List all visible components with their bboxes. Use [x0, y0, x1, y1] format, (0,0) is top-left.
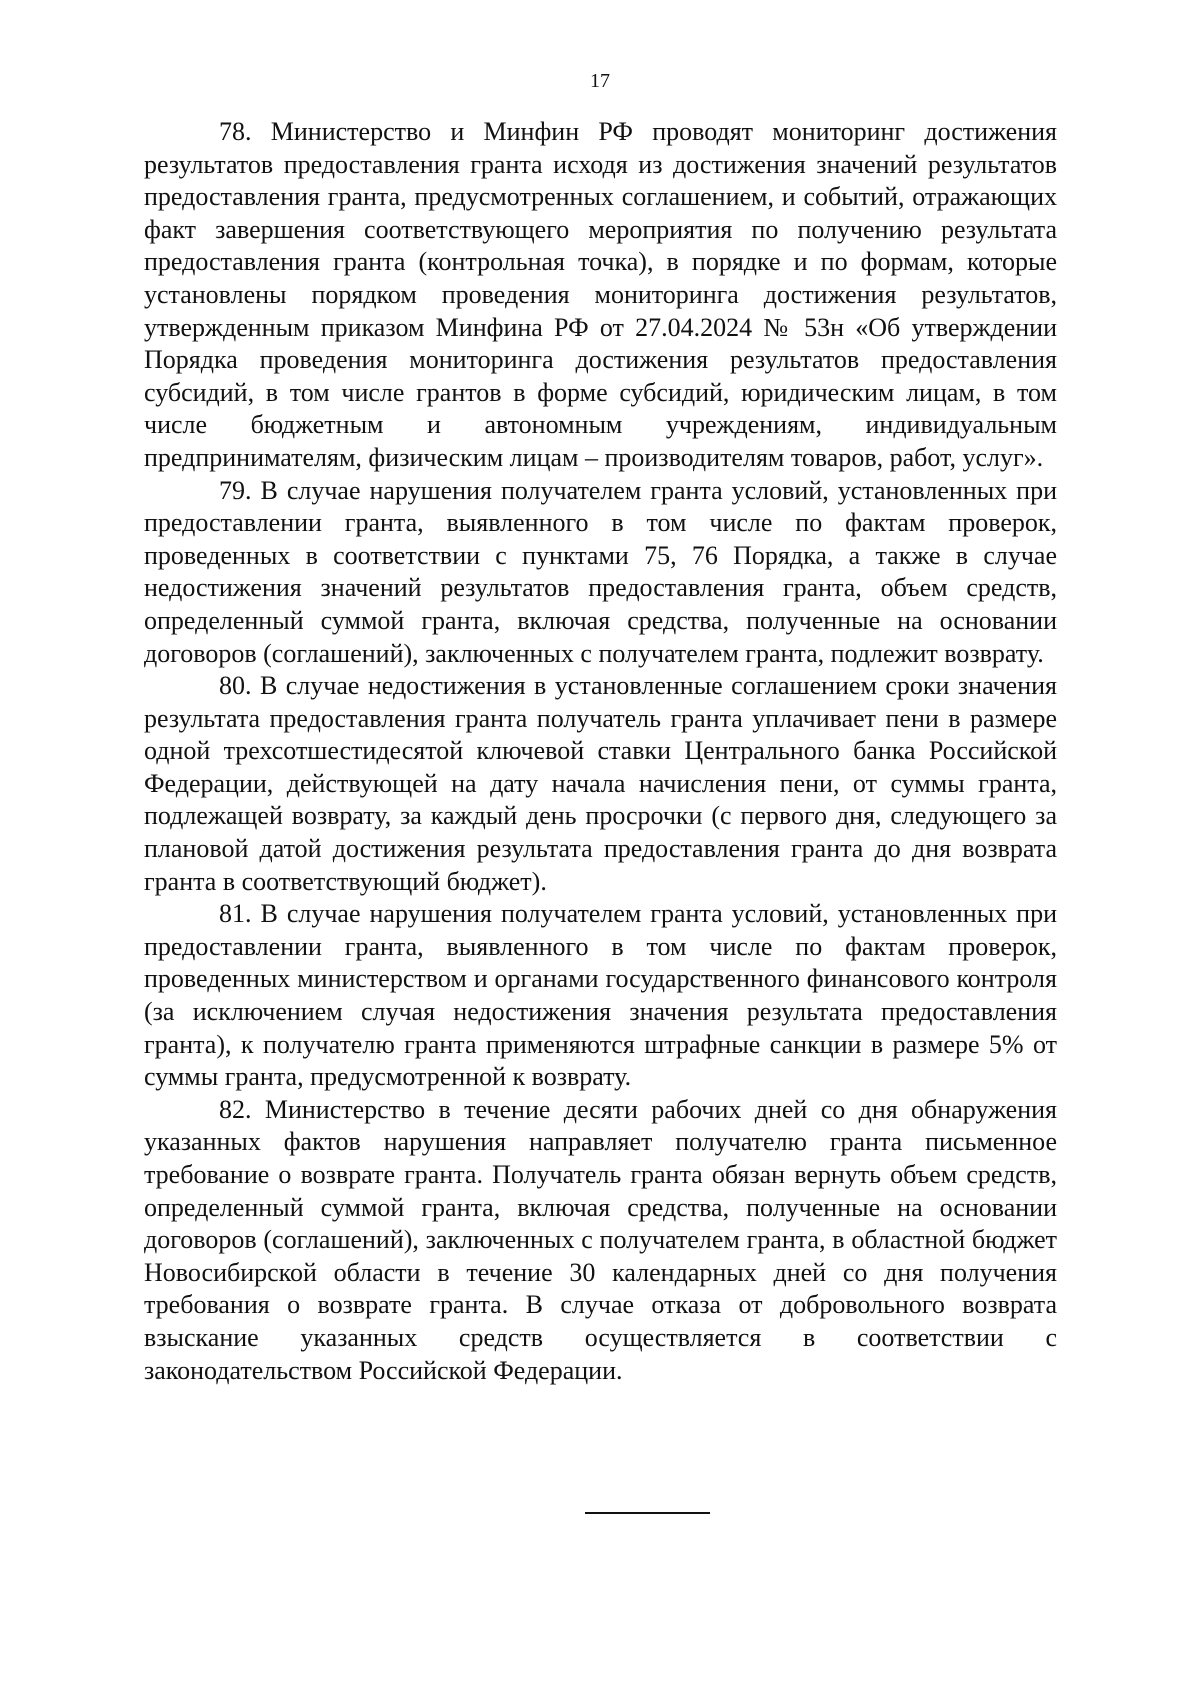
- end-separator-line: [585, 1512, 710, 1514]
- paragraph-79: 79. В случае нарушения получателем гранта условий, установленных при предоставлении гранта, выявленного в том числе по фактам проверок, проведенных в соответствии с пунктами 75, 76 Порядка, а также в случае недостижения значений результатов предоставления гранта, объем средств, определенный суммой гранта, включая средства, полученные на основании договоров (соглашений), заключенных с получателем гранта, подлежит возврату.: [144, 475, 1057, 668]
- paragraph-80: 80. В случае недостижения в установленные соглашением сроки значения результата предоставления гранта получатель гранта уплачивает пени в размере одной трехсотшестидесятой ключевой ставки Центрального банка Российской Федерации, действующей на дату начала начисления пени, от суммы гранта, подлежащей возврату, за каждый день просрочки (с первого дня, следующего за плановой датой достижения результата предоставления гранта до дня возврата гранта в соответствующий бюджет).: [144, 671, 1057, 896]
- document-body: [144, 116, 1057, 1387]
- page-number: 17: [590, 70, 610, 92]
- paragraph-82: 82. Министерство в течение десяти рабочих дней со дня обнаружения указанных фактов нарушения направляет получателю гранта письменное требование о возврате гранта. Получатель гранта обязан вернуть объем средств, определенный суммой гранта, включая средства, полученные на основании договоров (соглашений), заключенных с получателем гранта, в областной бюджет Новосибирской области в течение 30 календарных дней со дня получения требования о возврате гранта. В случае отказа от добровольного возврата взыскание указанных средств осуществляется в соответствии с законодательством Российской Федерации.: [144, 1094, 1057, 1385]
- paragraph-78: 78. Министерство и Минфин РФ проводят мониторинг достижения результатов предоставления гранта исходя из достижения значений результатов предоставления гранта, предусмотренных соглашением, и событий, отражающих факт завершения соответствующего мероприятия по получению результата предоставления гранта (контрольная точка), в порядке и по формам, которые установлены порядком проведения мониторинга достижения результатов, утвержденным приказом Минфина РФ от 27.04.2024 № 53н «Об утверждении Порядка проведения мониторинга достижения результатов предоставления субсидий, в том числе грантов в форме субсидий, юридическим лицам, в том числе бюджетным и автономным учреждениям, индивидуальным предпринимателям, физическим лицам – производителям товаров, работ, услуг».: [144, 117, 1057, 472]
- paragraph-81: 81. В случае нарушения получателем гранта условий, установленных при предоставлении гранта, выявленного в том числе по фактам проверок, проведенных министерством и органами государственного финансового контроля (за исключением случая недостижения значения результата предоставления гранта), к получателю гранта применяются штрафные санкции в размере 5% от суммы гранта, предусмотренной к возврату.: [144, 899, 1057, 1092]
